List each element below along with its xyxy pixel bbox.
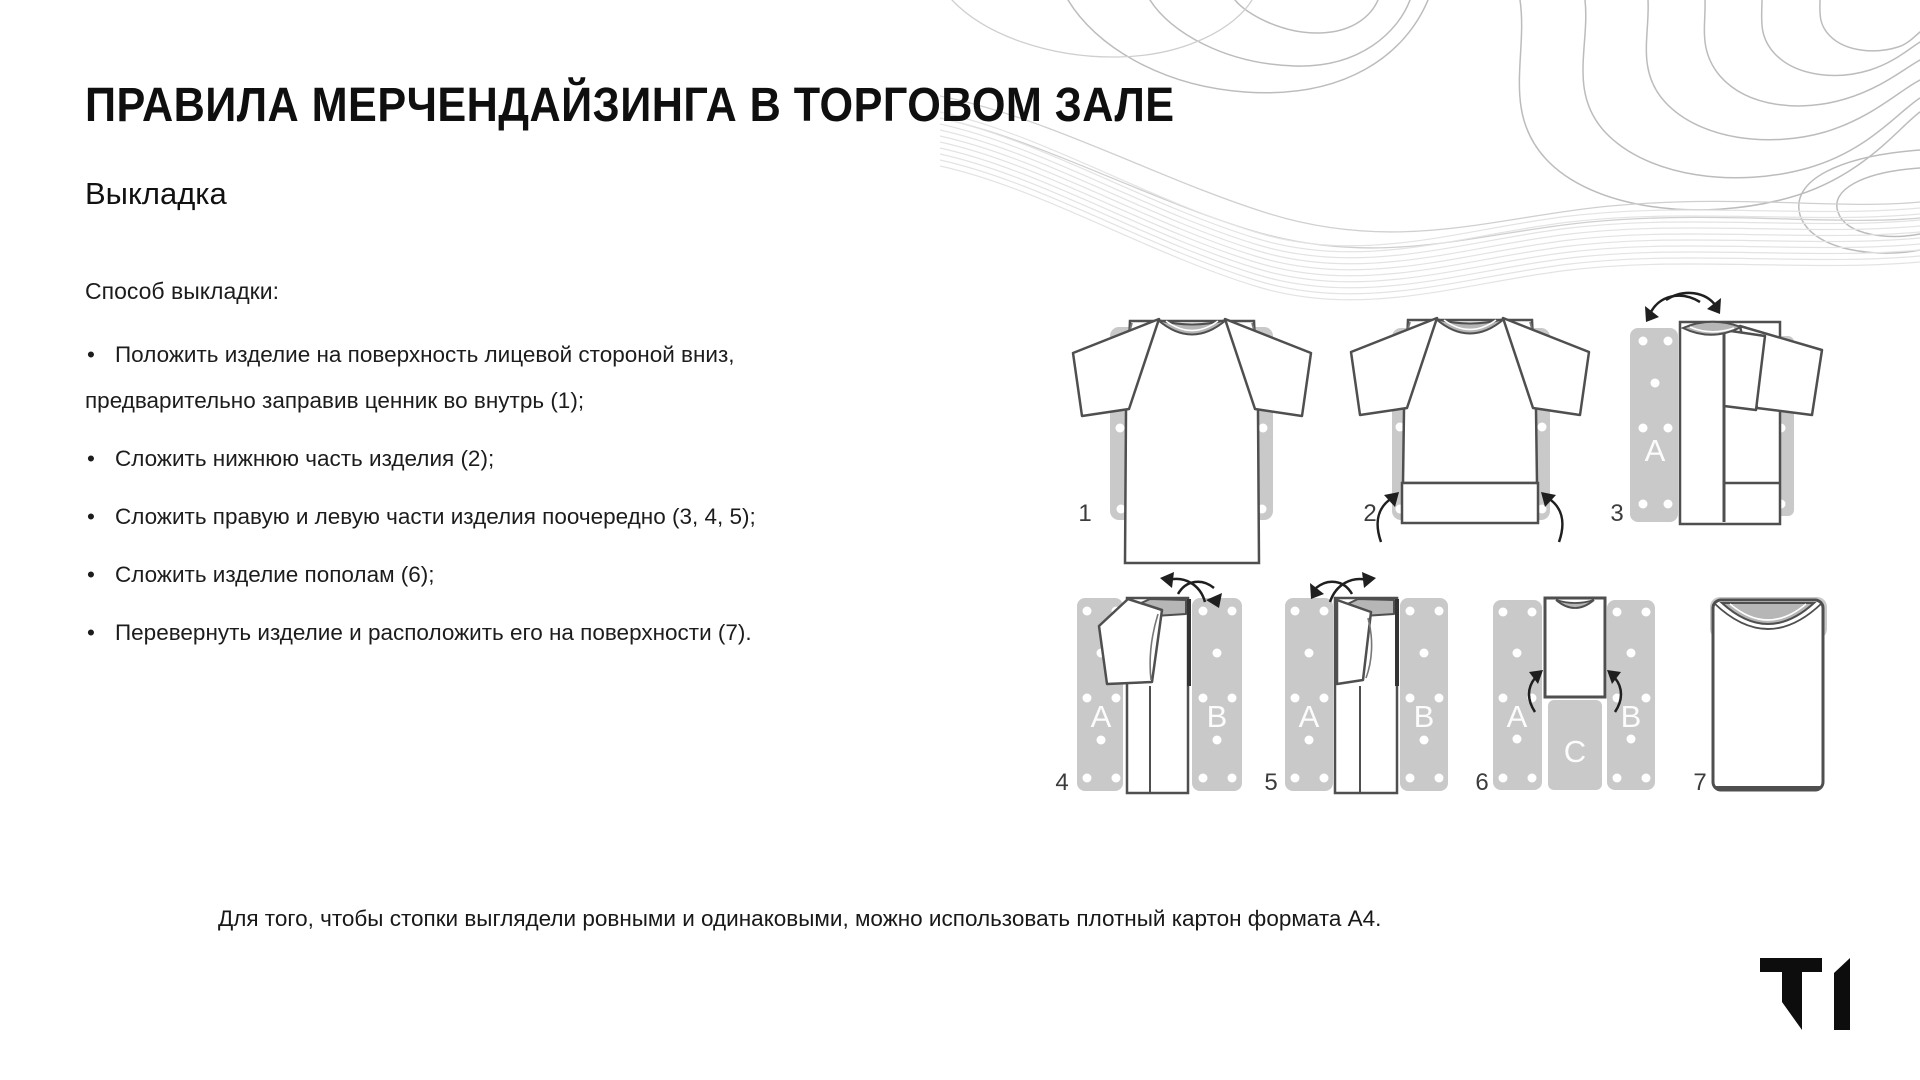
t1-logo — [1755, 952, 1860, 1037]
step-number: 6 — [1475, 769, 1489, 796]
footer-note: Для того, чтобы стопки выглядели ровными и одинаковыми, можно использовать плотный картон формата А4. — [218, 906, 1382, 931]
page-title: ПРАВИЛА МЕРЧЕНДАЙЗИНГА В ТОРГОВОМ ЗАЛЕ — [85, 79, 1175, 133]
instructions-block — [85, 276, 825, 668]
list-item — [85, 436, 825, 482]
diagram-step-2 — [1351, 318, 1589, 542]
list-item — [85, 552, 825, 598]
bullet-dot: • — [87, 446, 95, 471]
list-item-text: предварительно заправив ценник во внутрь (1); — [85, 388, 585, 413]
logo-t-crossbar — [1760, 958, 1822, 972]
step-number: 5 — [1264, 769, 1278, 796]
panel-letter: A — [1298, 699, 1320, 734]
diagram-step-6 — [1475, 598, 1655, 796]
panel-letter: B — [1620, 699, 1642, 734]
tshirt-flat — [1073, 319, 1311, 563]
list-item-text: Положить изделие на поверхность лицевой стороной вниз, — [115, 342, 735, 367]
bullet-list — [85, 332, 825, 656]
list-item — [85, 494, 825, 540]
panel-letter: C — [1563, 734, 1587, 769]
bullet-dot: • — [87, 342, 95, 367]
tshirt-folded-rect — [1545, 598, 1605, 697]
tshirt-bottom-folded — [1351, 318, 1589, 523]
diagram-step-7 — [1693, 597, 1827, 796]
bullet-dot: • — [87, 504, 95, 529]
panel-letter: B — [1206, 699, 1228, 734]
diagram-step-4 — [1055, 572, 1242, 796]
folded-band — [1402, 483, 1538, 523]
list-item — [85, 610, 825, 656]
panel-letter: A — [1644, 433, 1666, 468]
logo-one-bar — [1834, 958, 1850, 1030]
step-number: 3 — [1610, 500, 1624, 527]
diagram-step-5 — [1264, 572, 1448, 796]
diagram-step-1 — [1073, 319, 1311, 563]
list-item-text: Сложить изделие пополам (6); — [115, 562, 435, 587]
diagram-step-3 — [1610, 293, 1822, 527]
folding-diagram — [1040, 285, 1840, 800]
page-subtitle: Выкладка — [85, 175, 227, 211]
step-number: 2 — [1363, 500, 1377, 527]
fold-arrow — [1650, 293, 1716, 314]
step-number: 1 — [1078, 500, 1092, 527]
list-item-text: Перевернуть изделие и расположить его на поверхности (7). — [115, 620, 752, 645]
panel-letter: A — [1506, 699, 1528, 734]
list-item-text: Сложить нижнюю часть изделия (2); — [115, 446, 495, 471]
list-item — [85, 332, 825, 424]
arrowhead-icon — [1362, 572, 1376, 588]
arrowhead-icon — [1160, 572, 1174, 588]
bullet-dot: • — [87, 562, 95, 587]
bullet-dot: • — [87, 620, 95, 645]
list-heading: Способ выкладки: — [85, 278, 279, 304]
panel-letter: B — [1413, 699, 1435, 734]
panel-letter: A — [1090, 699, 1112, 734]
step-number: 4 — [1055, 769, 1069, 796]
logo-t-stem — [1782, 972, 1802, 1030]
list-item-text: Сложить правую и левую части изделия поочередно (3, 4, 5); — [115, 504, 756, 529]
step-number: 7 — [1693, 769, 1707, 796]
